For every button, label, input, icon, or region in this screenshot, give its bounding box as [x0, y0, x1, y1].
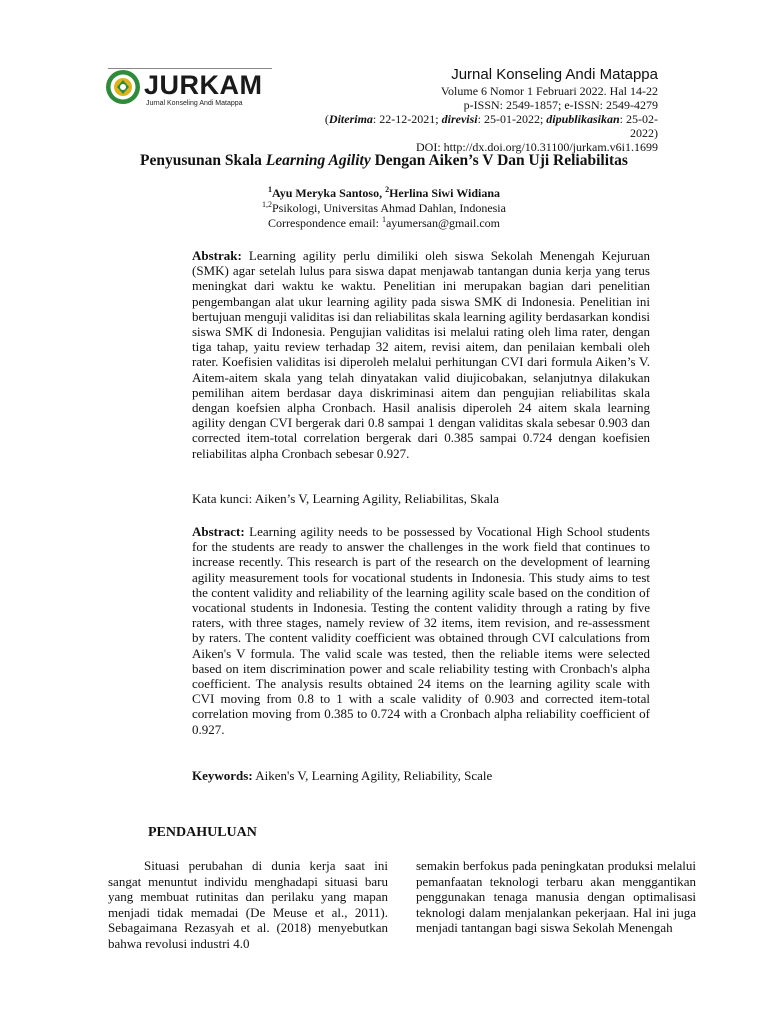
author-block — [108, 186, 660, 231]
kata-kunci-line: Kata kunci: Aiken’s V, Learning Agility, Reliabilitas, Skala — [192, 491, 500, 506]
logo-title: JURKAM — [144, 70, 263, 100]
logo-emblem-icon — [104, 68, 142, 106]
paper-title: Penyusunan Skala Learning Agility Dengan Aiken’s V Dan Uji Reliabilitas — [140, 152, 628, 169]
journal-volume: Volume 6 Nomor 1 Februari 2022. Hal 14-22 — [440, 84, 658, 98]
journal-doi[interactable]: DOI: http://dx.doi.org/10.31100/jurkam.v6i1.1699 — [416, 140, 658, 154]
abstract-paragraph: Abstract: Learning agility needs to be possessed by Vocational High School students for the students are ready to answer the challenges in the work field that continues to increase recently. This research is part of the research on the development of learning agility measurement tools for vocational students in Indonesia. This study aims to test the content validity and reliability of the learning agility scale based on the condition of vocational students in Indonesia. Testing the content validity through a rating by five raters, with three stages, namely review of 32 items, item revision, and re-assessment by raters. The content validity coefficient was obtained through CVI calculations from Aiken's V formula. The valid scale was tested, then the reliable items were selected based on item discrimination power and scale reliability testing with Cronbach's alpha coefficient. The analysis results obtained 24 items on the learning agility scale with CVI moving from 0.8 to 1 with a scale validity of 0.903 and corrected item-total correlation moving from 0.385 to 0.724 with a Cronbach alpha reliability coefficient of 0.927. — [192, 524, 650, 737]
correspondence-email: Correspondence email: $^1$ayumersan@gmail.com — [268, 215, 500, 230]
keywords-line: Keywords: Aiken's V, Learning Agility, Reliability, Scale — [192, 768, 493, 783]
journal-name: Jurnal Konseling Andi Matappa — [451, 66, 658, 83]
section-heading: PENDAHULUAN — [148, 825, 257, 840]
body-column-right: semakin berfokus pada peningkatan produksi melalui pemanfaatan teknologi terbaru akan menggantikan penggunakan tenaga manusia dengan optimalisasi teknologi dalam menjalankan pekerjaan. Hal ini juga menjadi tantangan bagi siswa Sekolah Menengah — [416, 858, 696, 936]
journal-logo — [104, 68, 268, 112]
abstrak-paragraph: Abstrak: Learning agility perlu dimiliki oleh siswa Sekolah Menengah Kejuruan (SMK) agar setelah lulus para siswa dapat menjawab tantangan dunia kerja yang terus meningkat dari waktu ke waktu. Penelitian ini merupakan bagian dari penelitian pengembangan alat ukur learning agility pada siswa SMK di Indonesia. Penelitian ini bertujuan menguji validitas isi dan reliabilitas skala learning agility berdasarkan kondisi siswa SMK di Indonesia. Pengujian validitas isi melalui rating oleh lima rater, dengan tiga tahap, yaitu review terhadap 32 aitem, revisi aitem, dan penilaian kembali oleh rater. Koefisien validitas isi diperoleh melalui perhitungan CVI dari formula Aiken’s V. Aitem-aitem skala yang telah dinyatakan valid diujicobakan, selanjutnya dilakukan pemilihan aitem berdasar daya diskriminasi aitem dan pengujian reliabilitas skala dengan koefsien alpha Cronbach. Hasil analisis diperoleh 24 aitem skala learning agility dengan CVI bergerak dari 0.8 sampai 1 dengan validitas skala sebesar 0.903 dan corrected item-total correlation bergerak dari 0.385 sampai 0.724 dengan koefisien reliabilitas alpha Cronbach sebesar 0.927. — [192, 248, 650, 461]
journal-issn: p-ISSN: 2549-1857; e-ISSN: 2549-4279 — [463, 98, 658, 112]
author-affiliation: $^{1,2}$Psikologi, Universitas Ahmad Dahlan, Indonesia — [262, 200, 506, 215]
logo-subtitle: Jurnal Konseling Andi Matappa — [146, 100, 243, 107]
body-column-left: Situasi perubahan di dunia kerja saat ini sangat menuntut individu menghadapi situasi baru yang membuat rutinitas dan perilaku yang mapan menjadi tidak memadai (De Meuse et al., 2011). Sebagaimana Rezasyah et al. (2018) menyebutkan bahwa revolusi industri 4.0 — [108, 858, 388, 951]
author-names: $^1$Ayu Meryka Santoso, $^2$Herlina Siwi Widiana — [267, 185, 501, 200]
journal-info — [318, 66, 658, 154]
journal-dates: (Diterima: 22-12-2021; direvisi: 25-01-2022; dipublikasikan: 25-02-2022) — [324, 112, 658, 140]
